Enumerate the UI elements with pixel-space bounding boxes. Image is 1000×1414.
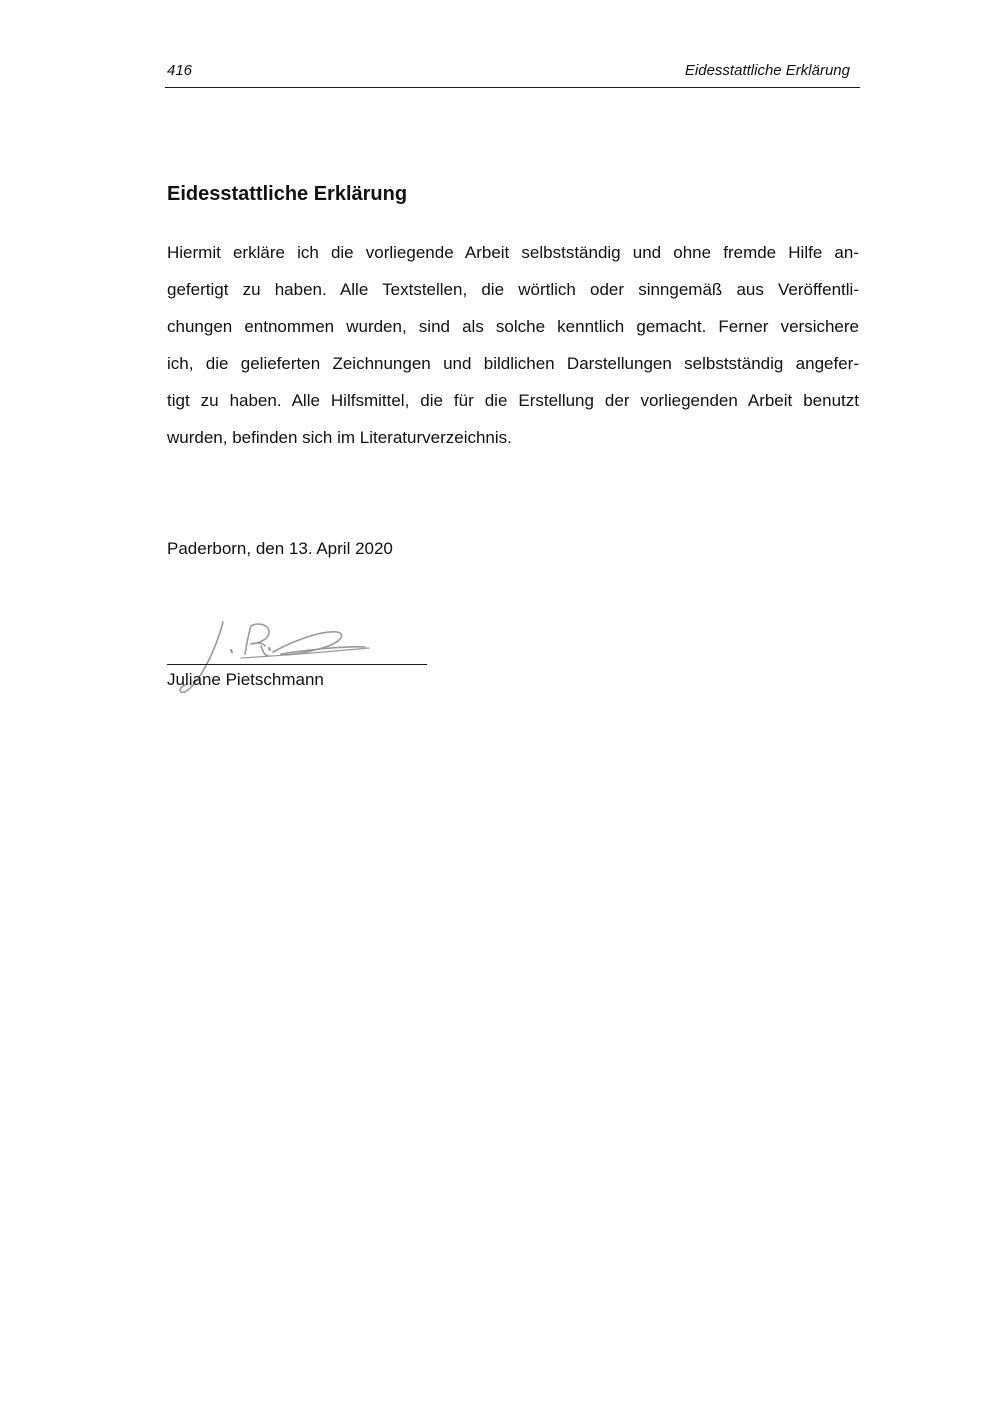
page-number: 416 (167, 62, 193, 79)
paragraph-line: ich, die gelieferten Zeichnungen und bildlichen Darstellungen selbstständig angefer- (167, 354, 859, 373)
signer-name: Juliane Pietschmann (167, 670, 324, 689)
paragraph-line: Hiermit erkläre ich die vorliegende Arbeit selbstständig und ohne fremde Hilfe an- (167, 243, 859, 262)
place-date: Paderborn, den 13. April 2020 (167, 539, 393, 558)
paragraph-line: gefertigt zu haben. Alle Textstellen, die wörtlich oder sinngemäß aus Veröffentli- (167, 280, 859, 299)
running-header (165, 60, 860, 88)
running-title: Eidesstattliche Erklärung (684, 62, 850, 79)
paragraph-line: wurden, befinden sich im Literaturverzeichnis. (167, 428, 512, 447)
paragraph-line: chungen entnommen wurden, sind als solche kenntlich gemacht. Ferner versichere (167, 317, 859, 336)
signature-line (167, 664, 427, 665)
paragraph-line: tigt zu haben. Alle Hilfsmittel, die für die Erstellung der vorliegenden Arbeit benutzt (167, 391, 859, 410)
section-heading: Eidesstattliche Erklärung (167, 183, 408, 205)
declaration-paragraph (167, 234, 859, 456)
